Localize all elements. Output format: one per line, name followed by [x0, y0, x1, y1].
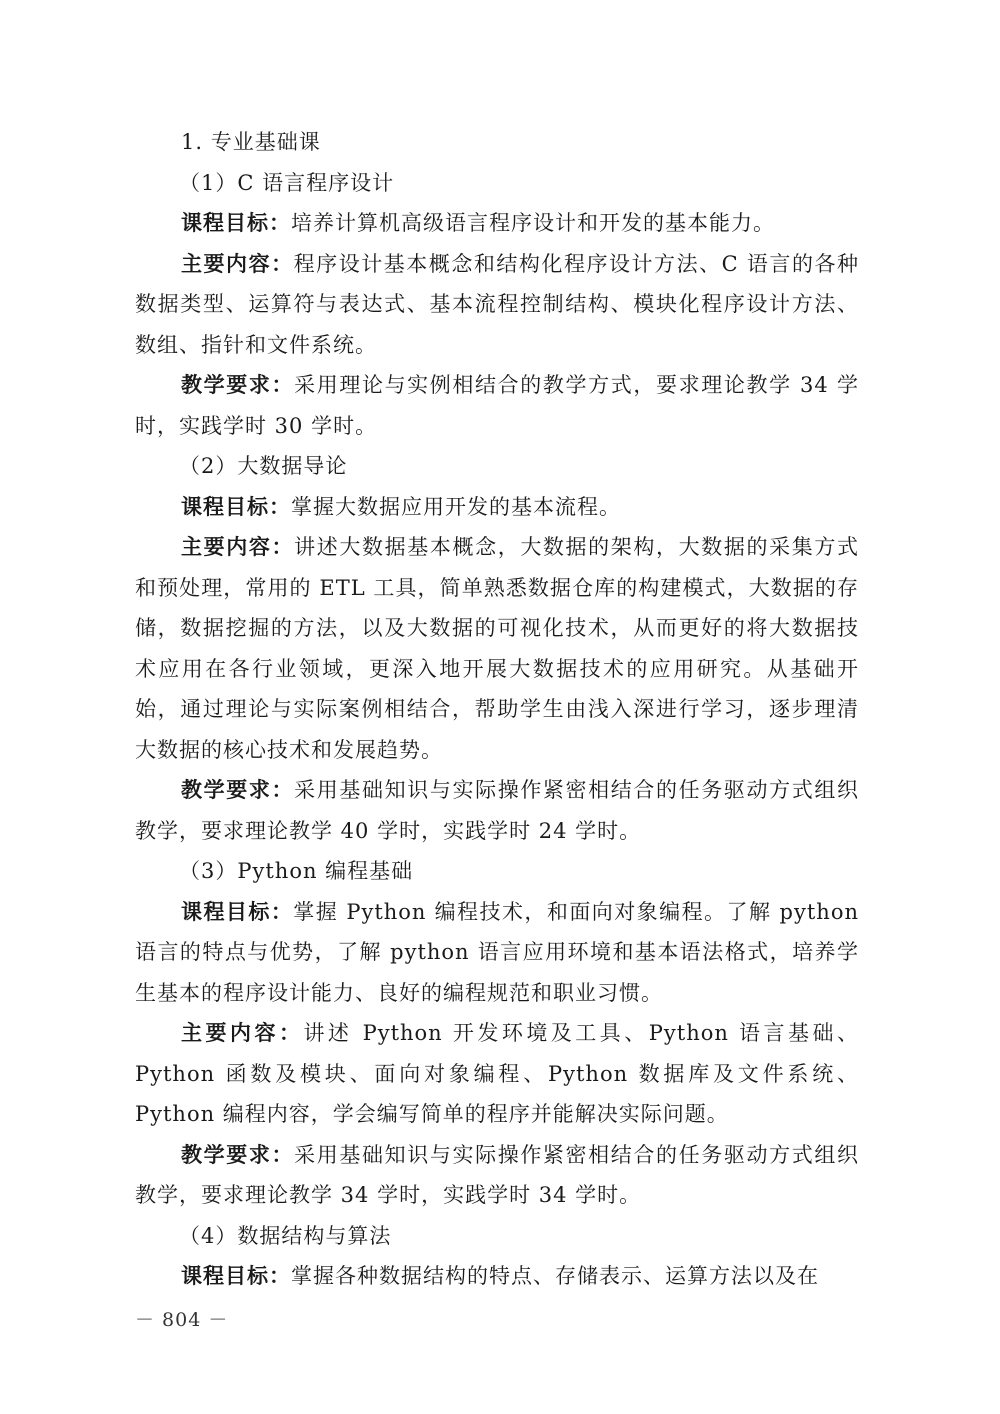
requirement-text: 采用理论与实例相结合的教学方式，要求理论教学 34 学时，实践学时 30 学时。: [135, 373, 859, 438]
content-label: 主要内容：: [181, 1020, 304, 1045]
goal-text: 掌握 Python 编程技术，和面向对象编程。了解 python 语言的特点与优势，了解 python 语言应用环境和基本语法格式，培养学生基本的程序设计能力、良好的编程规范和职业习惯。: [135, 899, 859, 1005]
course-requirement: [135, 365, 859, 446]
course-content: [135, 244, 859, 366]
course-goal: [135, 1256, 859, 1297]
goal-label: 课程目标：: [181, 1263, 291, 1288]
content-label: 主要内容：: [181, 534, 295, 559]
goal-text: 培养计算机高级语言程序设计和开发的基本能力。: [291, 211, 775, 235]
content-text: 程序设计基本概念和结构化程序设计方法、C 语言的各种数据类型、运算符与表达式、基本流程控制结构、模块化程序设计方法、数组、指针和文件系统。: [135, 251, 860, 357]
document-body: [135, 122, 859, 1297]
course-content: [135, 527, 859, 770]
requirement-text: 采用基础知识与实际操作紧密相结合的任务驱动方式组织教学，要求理论教学 34 学时，实践学时 34 学时。: [135, 1142, 860, 1207]
goal-text: 掌握大数据应用开发的基本流程。: [291, 494, 621, 519]
goal-text: 掌握各种数据结构的特点、存储表示、运算方法以及在: [291, 1264, 819, 1288]
requirement-label: 教学要求：: [181, 372, 295, 397]
requirement-label: 教学要求：: [181, 1141, 295, 1167]
content-text: 讲述大数据基本概念，大数据的架构，大数据的采集方式和预处理，常用的 ETL 工具，简单熟悉数据仓库的构建模式，大数据的存储，数据挖掘的方法，以及大数据的可视化技术，从而更好的将大数据技术应用在各行业领域，更深入地开展大数据技术的应用研究。从基础开始，通过理论与实际案例相结合，帮助学生由浅入深进行学习，逐步理清大数据的核心技术和发展趋势。: [135, 535, 860, 762]
course-heading: （3）Python 编程基础: [179, 859, 414, 883]
page-number: － 804 －: [135, 1309, 229, 1331]
content-label: 主要内容：: [181, 250, 294, 276]
requirement-label: 教学要求：: [181, 777, 295, 802]
course-goal: [135, 892, 859, 1014]
course-goal: [135, 203, 859, 244]
course-heading: （4）数据结构与算法: [179, 1223, 392, 1248]
goal-label: 课程目标：: [181, 898, 294, 924]
requirement-text: 采用基础知识与实际操作紧密相结合的任务驱动方式组织教学，要求理论教学 40 学时，实践学时 24 学时。: [135, 778, 860, 843]
course-content: [135, 1013, 859, 1135]
course-goal: [135, 487, 859, 528]
section-title: 1. 专业基础课: [181, 130, 321, 154]
course-requirement: [135, 1135, 859, 1216]
course-heading: （1）C 语言程序设计: [179, 170, 395, 195]
goal-label: 课程目标：: [181, 493, 291, 519]
course-heading: （2）大数据导论: [179, 454, 348, 478]
course-requirement: [135, 770, 859, 851]
goal-label: 课程目标：: [181, 210, 291, 235]
content-text: 讲述 Python 开发环境及工具、Python 语言基础、Python 函数及模块、面向对象编程、Python 数据库及文件系统、 Python 编程内容，学会编写简单的程序并能解决实际问题。: [135, 1021, 859, 1126]
